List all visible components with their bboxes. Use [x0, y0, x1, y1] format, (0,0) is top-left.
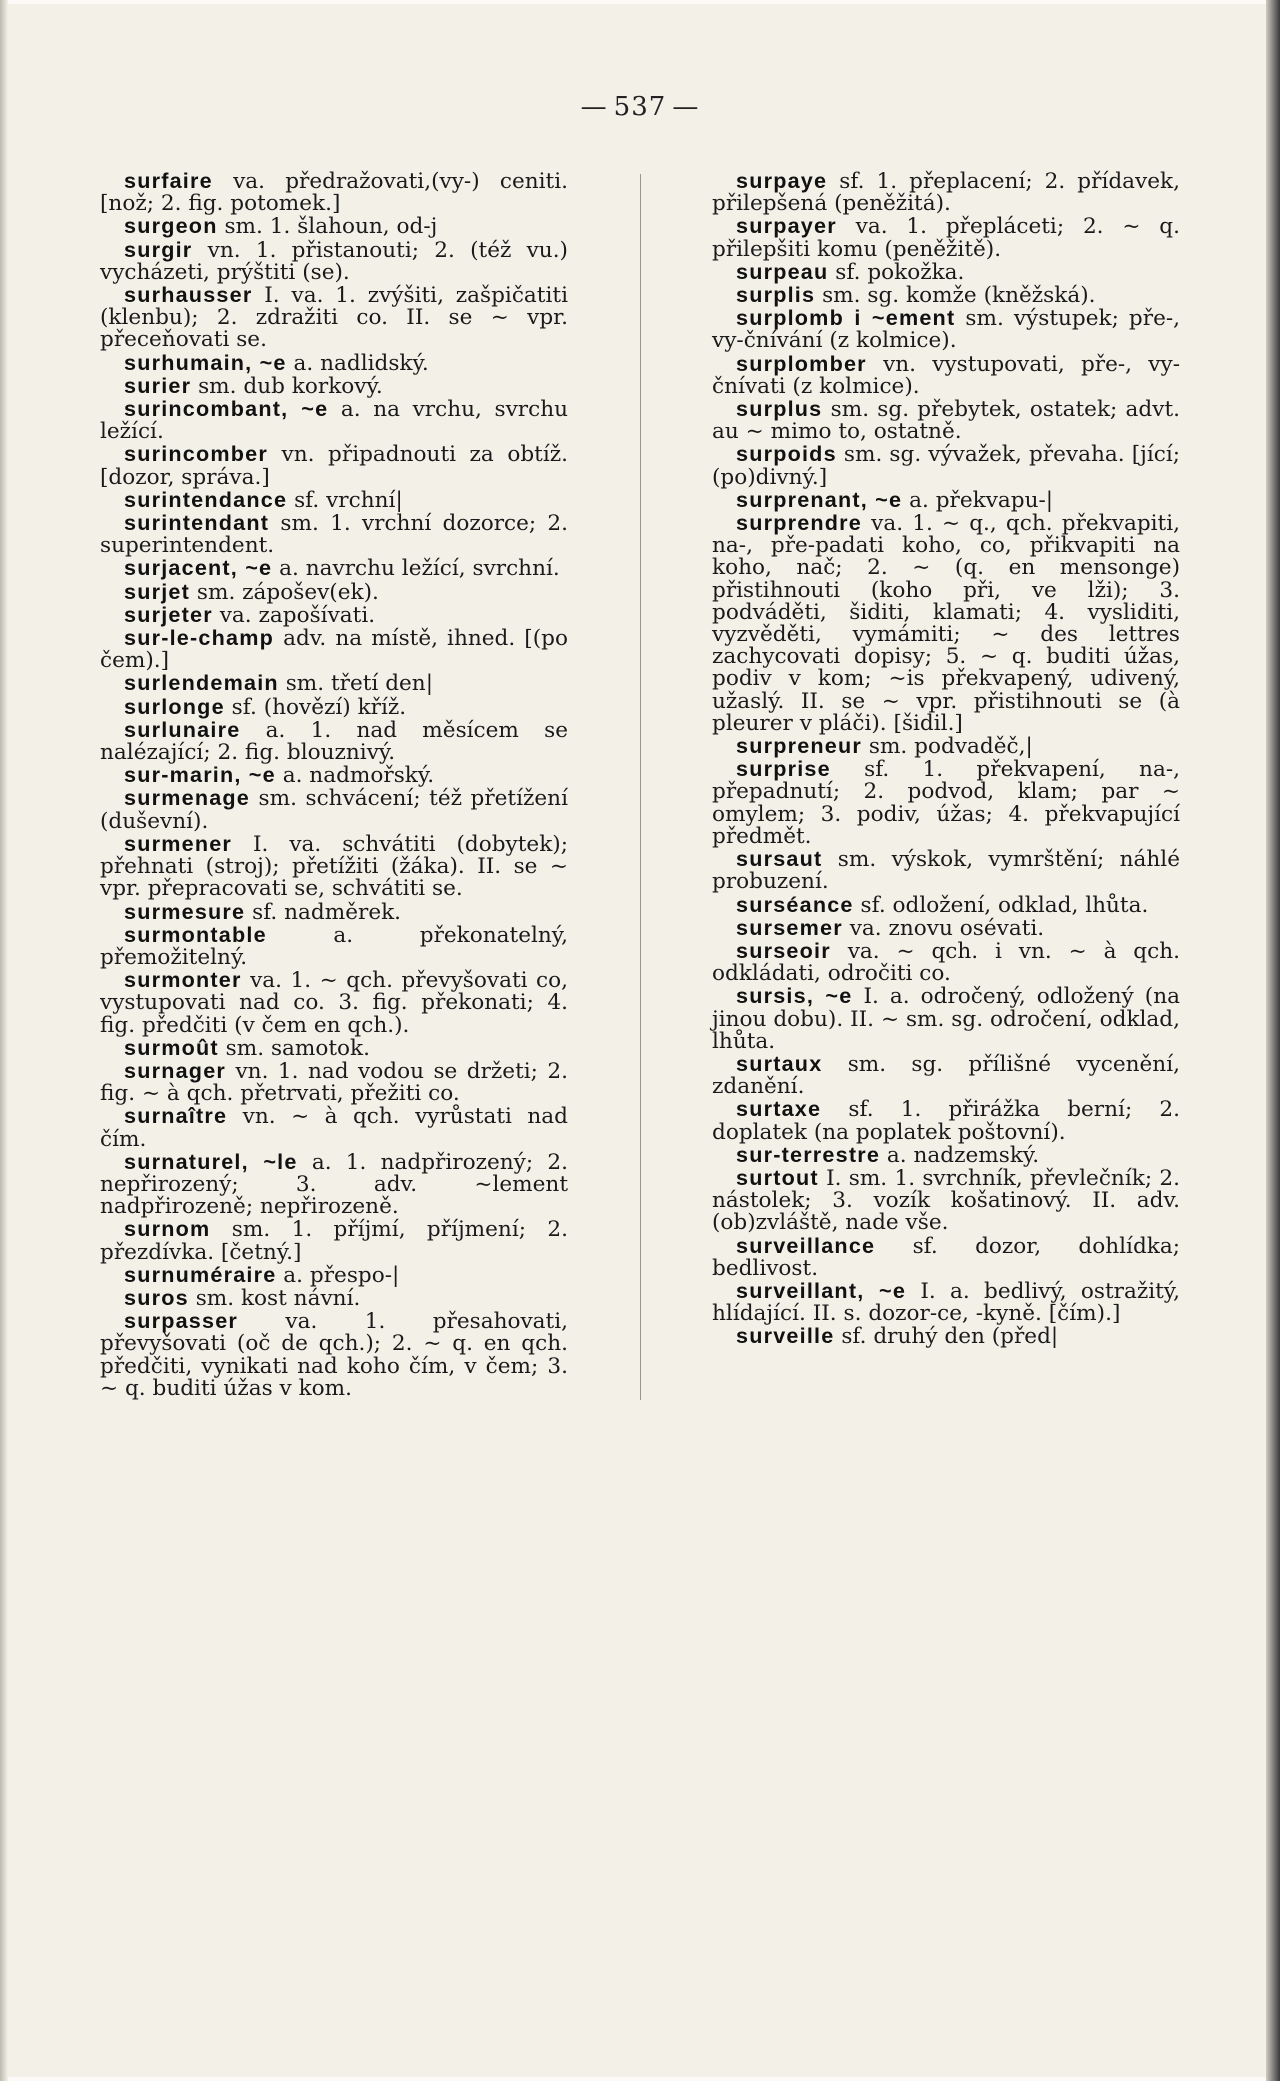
- dictionary-entry: [712, 1098, 1180, 1143]
- entry-headword: surjeter: [124, 601, 213, 627]
- entry-headword: surincombant, ~e: [124, 396, 329, 422]
- entry-definition: sm. sg. přílišné vycenění, zdanění.: [712, 1051, 1180, 1100]
- entry-headword: surfaire: [124, 168, 213, 193]
- entry-headword: surintendance: [124, 486, 288, 512]
- entry-headword: surintendant: [124, 510, 270, 536]
- entry-headword: surplomber: [736, 350, 867, 376]
- dictionary-entry: [100, 921, 568, 970]
- dictionary-entry: [712, 307, 1180, 352]
- entry-headword: surveille: [736, 1323, 835, 1349]
- page-number: — 537 —: [580, 92, 700, 122]
- entry-headword: surprise: [736, 756, 831, 782]
- entry-definition: va. předražovati,(vy-) ceniti. [nož; 2. fig. potomek.]: [100, 169, 568, 217]
- entry-definition: sm. sg. vývažek, převaha. [jící; (po)divný.]: [712, 442, 1180, 490]
- dictionary-entry: [100, 398, 568, 443]
- entry-definition: vn. připadnouti za obtíž. [dozor, správa.]: [100, 442, 568, 490]
- entry-columns: [100, 170, 1180, 1400]
- dictionary-entry: [712, 1050, 1180, 1100]
- dictionary-entry: [712, 170, 1180, 215]
- entry-definition: a. navrchu ležící, svrchní.: [279, 556, 560, 582]
- entry-headword: surpaye: [736, 168, 828, 193]
- entry-headword: surhumain, ~e: [124, 349, 287, 375]
- entry-definition: sm. 1. příjmí, příjmení; 2. přezdívka. [četný.]: [100, 1217, 568, 1265]
- entry-definition: a. 1. nadpřirozený; 2. nepřirozený; 3. adv. ~lement nadpřirozeně; nepřirozeně.: [100, 1149, 568, 1220]
- entry-definition: sf. 1. překvapení, na-, přepadnutí; 2. podvod, klam; par ~ omylem; 3. podiv, úžas; 4. překvapující předmět.: [712, 757, 1180, 849]
- dictionary-entry: [100, 898, 568, 925]
- entry-headword: surgir: [124, 236, 193, 262]
- entry-definition: a. nadmořský.: [282, 763, 435, 789]
- entry-headword: surtaxe: [736, 1096, 822, 1122]
- entry-headword: surveillant, ~e: [736, 1277, 907, 1303]
- entry-definition: sf. 1. přirážka berní; 2. doplatek (na poplatek poštovní).: [712, 1097, 1180, 1145]
- dictionary-entry: [100, 215, 568, 238]
- dictionary-entry: [100, 578, 568, 605]
- dictionary-entry: [100, 170, 568, 215]
- entry-headword: surmoût: [124, 1034, 219, 1060]
- dictionary-entry: [100, 284, 568, 352]
- dictionary-entry: [712, 284, 1180, 307]
- entry-headword: surseoir: [736, 937, 831, 963]
- entry-definition: va. 1. ~ qch. převyšovati co, vystupovati nad co. 3. fig. překonati; 4. fig. předčiti (v čem en qch.).: [100, 968, 568, 1038]
- entry-definition: sf. odložení, odklad, lhůta.: [860, 892, 1149, 918]
- entry-headword: surmonter: [124, 967, 242, 993]
- dictionary-entry: [712, 735, 1180, 758]
- entry-definition: sf. dozor, dohlídka; bedlivost.: [712, 1233, 1180, 1281]
- entry-definition: va. zapošívati.: [219, 602, 376, 628]
- entry-headword: surpoids: [736, 441, 837, 467]
- entry-definition: va. znovu osévati.: [849, 915, 1045, 941]
- dictionary-entry: [100, 1310, 568, 1400]
- entry-headword: surpeau: [736, 258, 829, 284]
- entry-definition: sm. výskok, vymrštění; náhlé probuzení.: [712, 847, 1180, 895]
- entry-headword: surjacent, ~e: [124, 555, 273, 581]
- dictionary-entry: [100, 349, 568, 376]
- entry-headword: surtaux: [736, 1050, 823, 1076]
- dictionary-entry: [100, 1261, 568, 1288]
- dictionary-entry: [100, 1057, 568, 1107]
- entry-headword: surpreneur: [736, 733, 862, 759]
- dictionary-entry: [712, 512, 1180, 735]
- dictionary-entry: [100, 1105, 568, 1150]
- dictionary-entry: [712, 1277, 1181, 1327]
- right-column: [712, 170, 1180, 1400]
- entry-headword: surnager: [124, 1057, 227, 1083]
- entry-definition: a. nadzemský.: [886, 1142, 1040, 1168]
- dictionary-entry: [100, 1218, 568, 1263]
- entry-headword: surier: [124, 372, 192, 398]
- entry-definition: sm. zápošev(ek).: [196, 579, 379, 605]
- entry-headword: surnuméraire: [124, 1261, 277, 1287]
- entry-headword: sursis, ~e: [736, 983, 853, 1009]
- entry-headword: surlunaire: [124, 716, 241, 742]
- entry-definition: vn. 1. nad vodou se držeti; 2. fig. ~ à qch. přetrvati, přežiti co.: [100, 1058, 568, 1107]
- entry-definition: vn. ~ à qch. vyrůstati nad čím.: [100, 1104, 568, 1152]
- entry-headword: surnaturel, ~le: [124, 1148, 298, 1174]
- entry-definition: va. ~ qch. i vn. ~ à qch. odkládati, odročiti co.: [712, 938, 1180, 987]
- dictionary-entry: [712, 215, 1180, 260]
- entry-definition: I. a. odročený, odložený (na jinou dobu). II. ~ sm. sg. odročení, odklad, lhůta.: [712, 984, 1180, 1054]
- entry-headword: surmontable: [124, 921, 267, 947]
- entry-headword: surmener: [124, 830, 233, 856]
- entry-headword: surlonge: [124, 693, 225, 719]
- entry-definition: I. sm. 1. svrchník, převlečník; 2. nástolek; 3. vozík košatinový. II. adv. (ob)zvláště, nade vše.: [712, 1165, 1180, 1236]
- entry-definition: a. na vrchu, svrchu ležící.: [100, 397, 569, 445]
- entry-definition: sm. sg. komže (kněžská).: [822, 283, 1096, 309]
- entry-headword: surtout: [736, 1164, 819, 1190]
- entry-definition: a. přespo-|: [283, 1262, 400, 1288]
- entry-headword: surplis: [736, 282, 816, 308]
- entry-headword: surveillance: [736, 1232, 876, 1258]
- dictionary-entry: [100, 372, 568, 399]
- entry-headword: surincomber: [124, 441, 268, 467]
- entry-definition: I. va. schvátiti (dobytek); přehnati (stroj); přetížiti (žáka). II. se ~ vpr. přepracovati se, schvátiti se.: [100, 831, 568, 902]
- page-edge-left: [0, 0, 8, 2081]
- dictionary-entry: [712, 758, 1180, 848]
- dictionary-entry: [100, 1148, 568, 1220]
- entry-definition: sm. schvácení; též přetížení (duševní).: [100, 786, 568, 834]
- page-number-text: 537: [613, 92, 667, 122]
- entry-headword: surmenage: [124, 785, 251, 811]
- entry-headword: surpasser: [124, 1308, 239, 1334]
- entry-definition: sm. 1. vrchní dozorce; 2. superintendent.: [100, 511, 568, 559]
- dictionary-entry: [100, 601, 568, 628]
- entry-headword: sur-marin, ~e: [124, 762, 276, 788]
- dictionary-entry: [712, 1325, 1180, 1348]
- dictionary-entry: [100, 672, 568, 695]
- entry-definition: sf. druhý den (před|: [841, 1324, 1059, 1350]
- dictionary-entry: [712, 1232, 1180, 1281]
- page-edge-right: [1266, 0, 1280, 2081]
- entry-headword: sur-le-champ: [124, 625, 274, 651]
- dictionary-entry: [100, 627, 568, 672]
- dictionary-entry: [712, 443, 1180, 488]
- dictionary-entry: [712, 398, 1180, 443]
- entry-headword: surplomb i ~ement: [736, 305, 956, 331]
- dictionary-entry: [712, 848, 1180, 893]
- entry-definition: sf. 1. přeplacení; 2. přídavek, přilepšená (peněžitá).: [712, 169, 1180, 217]
- dictionary-entry: [712, 985, 1180, 1053]
- entry-definition: sm. sg. přebytek, ostatek; advt. au ~ mimo to, ostatně.: [712, 397, 1180, 445]
- entry-headword: surprenant, ~e: [736, 486, 903, 512]
- entry-definition: sf. nadměrek.: [252, 899, 402, 925]
- entry-definition: sm. výstupek; pře-, vy-čnívání (z kolmice).: [712, 306, 1181, 354]
- dictionary-entry: [712, 1164, 1180, 1236]
- dictionary-entry: [100, 486, 568, 513]
- left-column: [100, 170, 568, 1400]
- entry-headword: surhausser: [124, 282, 253, 308]
- dictionary-entry: [100, 1284, 568, 1311]
- column-divider: [640, 174, 641, 1400]
- entry-headword: surnaître: [124, 1103, 228, 1129]
- dictionary-entry: [712, 937, 1180, 987]
- dictionary-entry: [100, 764, 568, 787]
- dictionary-entry: [712, 486, 1180, 513]
- entry-definition: sm. 1. šlahoun, od-j: [224, 214, 438, 240]
- entry-headword: surséance: [736, 891, 854, 917]
- dictionary-entry: [100, 236, 568, 285]
- entry-headword: surmesure: [124, 898, 246, 924]
- entry-definition: sm. podvaděč,|: [868, 734, 1033, 760]
- entry-definition: va. 1. přepláceti; 2. ~ q. přilepšiti komu (peněžitě).: [712, 214, 1180, 262]
- entry-definition: sm. kost návní.: [195, 1285, 361, 1311]
- dictionary-entry: [100, 557, 568, 580]
- dictionary-entry: [100, 693, 568, 720]
- entry-definition: adv. na místě, ihned. [(po čem).]: [100, 626, 568, 674]
- entry-headword: surplus: [736, 396, 823, 422]
- dictionary-entry: [712, 891, 1180, 918]
- dictionary-entry: [100, 1034, 568, 1061]
- entry-definition: sf. (hovězí) kříž.: [231, 694, 407, 720]
- entry-definition: va. 1. ~ q., qch. překvapiti, na-, pře-padati koho, co, přikvapiti na koho, nač; 2. ~ (q. en mensonge) přistihnouti (koho při, ve lži); 3. podváděti, šiditi, klamati; 4. vysliditi, vyzvěděti, vymámiti; ~ des lettres zachycovati dopisy; 5. ~ q. buditi úžas, podiv v kom; ~is překvapený, udivený, užaslý. II. se ~ vpr. přistihnouti se (à pleurer v pláči). [šidil.]: [712, 511, 1181, 736]
- entry-definition: sm. dub korkový.: [198, 373, 383, 399]
- dictionary-entry: [100, 716, 568, 766]
- dictionary-entry: [712, 914, 1180, 941]
- entry-headword: surlendemain: [124, 670, 279, 696]
- entry-definition: I. va. 1. zvýšiti, zašpičatiti (klenbu); 2. zdražiti co. II. se ~ vpr. přeceňovati se.: [100, 283, 568, 353]
- entry-headword: surnom: [124, 1216, 211, 1242]
- entry-definition: a. 1. nad měsícem se nalézající; 2. fig. blouznivý.: [100, 717, 568, 766]
- entry-headword: surprendre: [736, 510, 862, 536]
- entry-definition: vn. 1. přistanouti; 2. (též vu.) vycházeti, prýštiti (se).: [100, 237, 568, 285]
- dictionary-entry: [712, 258, 1180, 285]
- dictionary-entry: [100, 969, 568, 1037]
- entry-definition: a. překonatelný, přemožitelný.: [100, 922, 568, 970]
- entry-definition: sf. pokožka.: [835, 259, 965, 285]
- entry-definition: I. a. bedlivý, ostražitý, hlídající. II. s. dozor-ce, -kyně. [čím).]: [712, 1278, 1181, 1327]
- entry-headword: sursaut: [736, 846, 823, 872]
- entry-definition: sf. vrchní|: [294, 487, 403, 513]
- entry-headword: sursemer: [736, 914, 843, 940]
- entry-definition: vn. vystupovati, pře-, vy-čnívati (z kolmice).: [712, 351, 1180, 399]
- dictionary-entry: [100, 830, 568, 902]
- entry-definition: a. nadlidský.: [293, 350, 429, 376]
- entry-definition: sm. třetí den|: [285, 671, 433, 697]
- entry-headword: surjet: [124, 578, 191, 604]
- entry-headword: suros: [124, 1284, 189, 1310]
- entry-definition: va. 1. přesahovati, převyšovati (oč de qch.); 2. ~ q. en qch. předčiti, vynikati nad koho čím, v čem; 3. ~ q. buditi úžas v kom.: [100, 1309, 568, 1401]
- entry-headword: surgeon: [124, 213, 218, 239]
- entry-definition: sm. samotok.: [225, 1035, 371, 1061]
- dictionary-entry: [712, 350, 1180, 399]
- dictionary-entry: [100, 443, 568, 488]
- dictionary-entry: [100, 787, 568, 832]
- entry-definition: a. překvapu-|: [909, 487, 1054, 513]
- entry-headword: sur-terrestre: [736, 1141, 881, 1167]
- dictionary-entry: [100, 512, 568, 557]
- entry-headword: surpayer: [736, 213, 837, 239]
- dictionary-entry: [712, 1141, 1180, 1168]
